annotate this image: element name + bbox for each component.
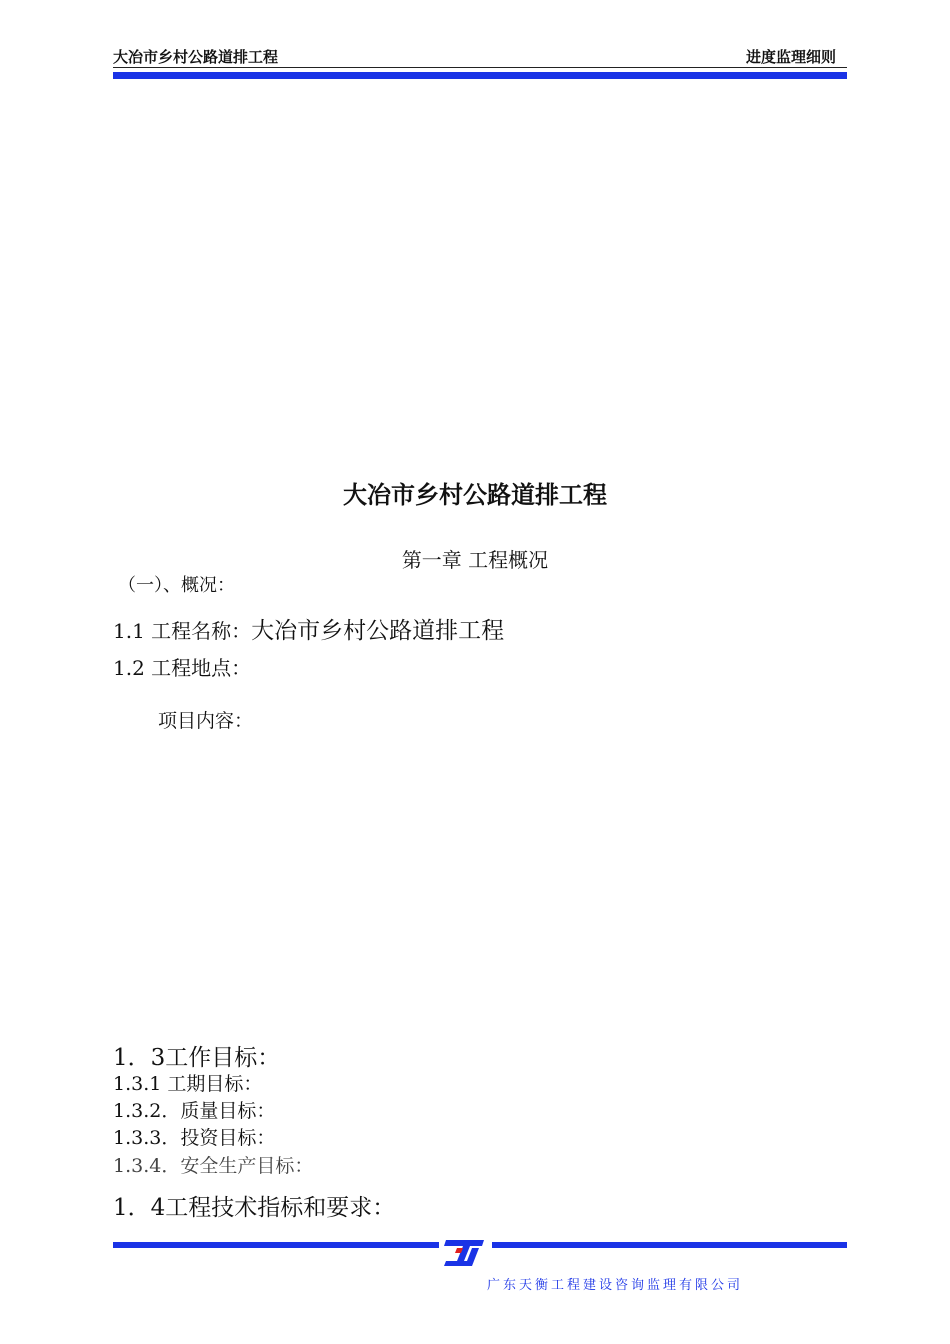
tj-logo-icon: [440, 1238, 488, 1268]
header-left-title: 大冶市乡村公路道排工程: [113, 48, 279, 66]
project-name-line: [113, 612, 504, 645]
header-right-title: 进度监理细则: [745, 48, 836, 66]
project-name-label: 1.1 工程名称：: [113, 619, 252, 643]
project-name-value: 大冶市乡村公路道排工程: [251, 618, 505, 644]
investment-goal-line: 1.3.3．投资目标：: [113, 1127, 276, 1149]
header-divider: [113, 67, 847, 68]
company-name: 广东天衡工程建设咨询监理有限公司: [487, 1278, 744, 1293]
footer-bar-right: [492, 1242, 847, 1248]
project-content-label: 项目内容：: [158, 710, 254, 732]
safety-goal-line: 1.3.4．安全生产目标：: [113, 1155, 314, 1177]
footer-bar-left: [113, 1242, 439, 1248]
schedule-goal-line: 1.3.1 工期目标：: [113, 1073, 263, 1095]
work-goals-heading: 1．3工作目标：: [113, 1045, 281, 1071]
document-title: 大冶市乡村公路道排工程: [343, 481, 607, 509]
technical-requirements-heading: 1．4工程技术指标和要求：: [113, 1195, 396, 1221]
overview-heading: （一）、概况：: [118, 575, 235, 596]
header-accent-bar: [113, 72, 847, 79]
chapter-heading: 第一章 工程概况: [401, 548, 549, 572]
project-location-line: 1.2 工程地点：: [113, 656, 252, 680]
quality-goal-line: 1.3.2．质量目标：: [113, 1100, 276, 1122]
